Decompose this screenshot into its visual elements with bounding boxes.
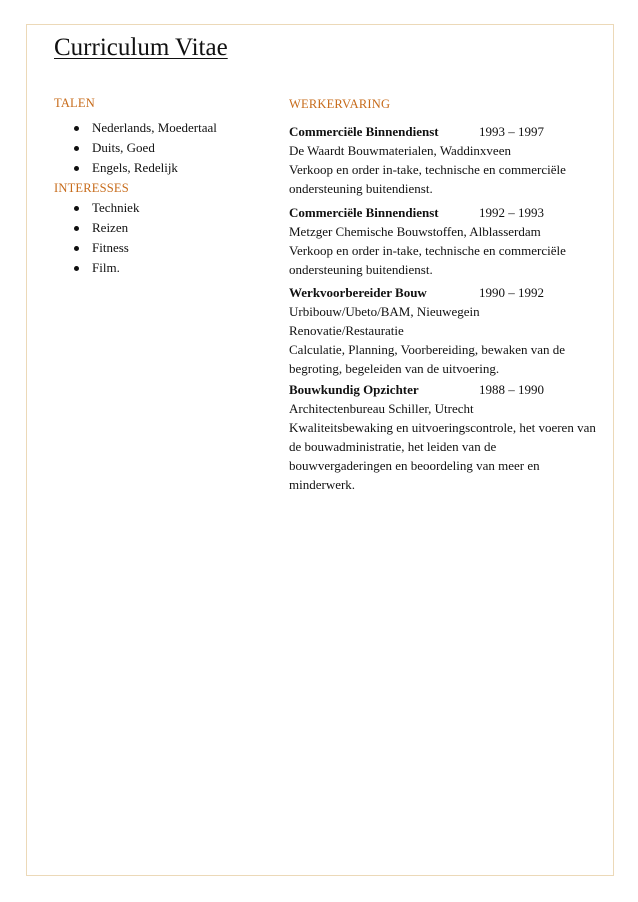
languages-list	[70, 118, 217, 178]
interest-item: Film.	[70, 258, 139, 278]
job-employer: Architectenbureau Schiller, Utrecht	[289, 401, 474, 416]
job-employer: Metzger Chemische Bouwstoffen, Alblasserdam	[289, 224, 541, 239]
job-period: 1988 – 1990	[479, 382, 544, 397]
language-item: Nederlands, Moedertaal	[70, 118, 217, 138]
interest-item: Fitness	[70, 238, 139, 258]
job-title: Werkvoorbereider Bouw	[289, 285, 427, 300]
job-project-type: Renovatie/Restauratie	[289, 323, 404, 338]
job-title: Commerciële Binnendienst	[289, 205, 439, 220]
job-employer: De Waardt Bouwmaterialen, Waddinxveen	[289, 143, 511, 158]
job-description: Verkoop en order in-take, technische en commerciële ondersteuning buitendienst.	[289, 162, 566, 196]
job-title: Commerciële Binnendienst	[289, 124, 439, 139]
job-title: Bouwkundig Opzichter	[289, 382, 419, 397]
job-entry	[289, 122, 599, 198]
job-entry	[289, 380, 599, 494]
job-period: 1990 – 1992	[479, 285, 544, 300]
job-description: Calculatie, Planning, Voorbereiding, bewaken van de begroting, begeleiden van de uitvoering.	[289, 342, 566, 376]
document-title: Curriculum Vitae	[54, 34, 228, 61]
language-item: Duits, Goed	[70, 138, 217, 158]
job-entry	[289, 283, 599, 378]
job-period: 1993 – 1997	[479, 124, 544, 139]
interest-item: Reizen	[70, 218, 139, 238]
job-entry	[289, 203, 599, 279]
interest-item: Techniek	[70, 198, 139, 218]
section-heading-interesses: INTERESSES	[54, 181, 129, 195]
section-heading-talen: TALEN	[54, 96, 95, 110]
section-heading-werkervaring: WERKERVARING	[289, 97, 391, 111]
interests-list	[70, 198, 139, 278]
job-description: Verkoop en order in-take, technische en commerciële ondersteuning buitendienst.	[289, 243, 566, 277]
job-period: 1992 – 1993	[479, 205, 544, 220]
language-item: Engels, Redelijk	[70, 158, 217, 178]
job-employer: Urbibouw/Ubeto/BAM, Nieuwegein	[289, 304, 480, 319]
job-description: Kwaliteitsbewaking en uitvoeringscontrole, het voeren van de bouwadministratie, het leiden van de bouwvergaderingen en beoordeling van meer en minderwerk.	[289, 420, 596, 492]
